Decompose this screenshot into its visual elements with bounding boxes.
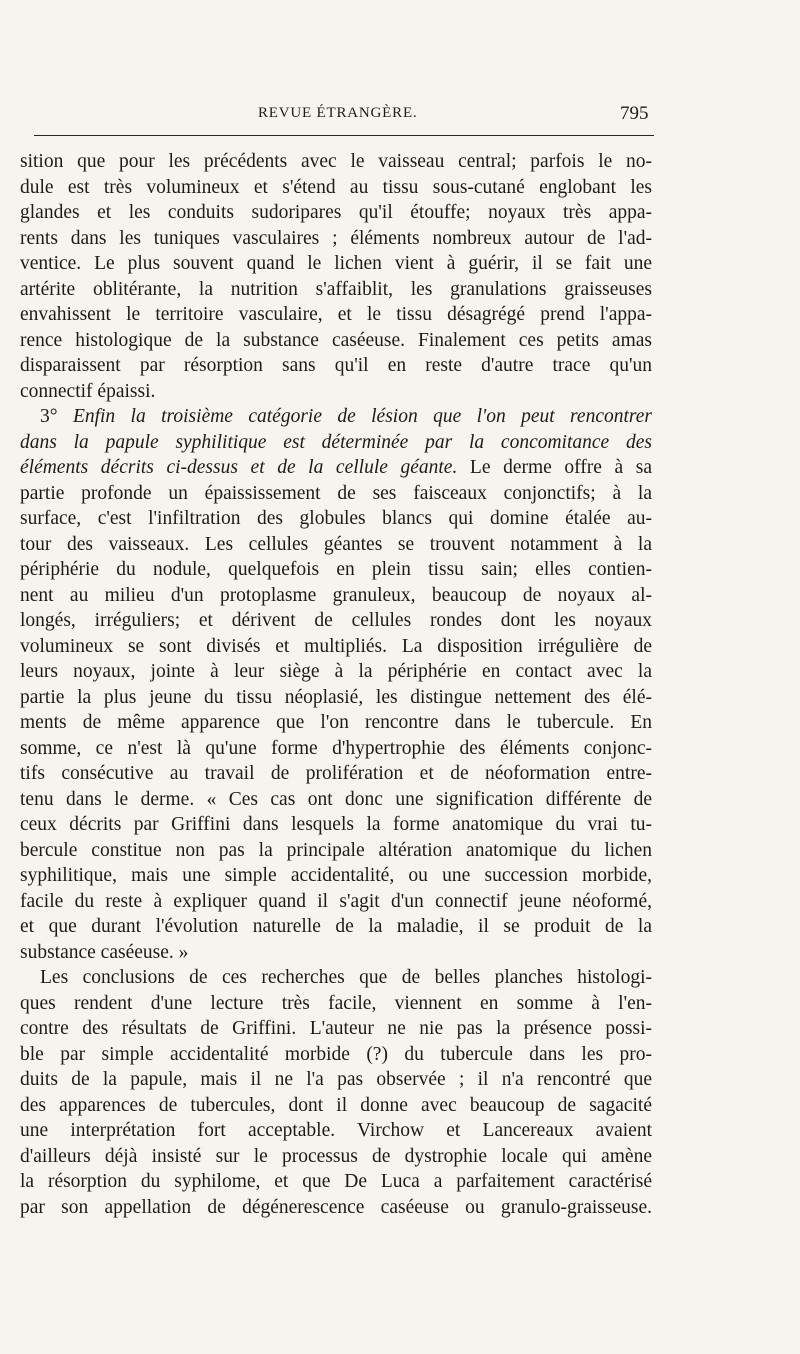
text-line: volumineux se sont divisés et multipliés. La disposition irrégulière de <box>20 635 652 657</box>
text-line: partie profonde un épaississement de ses faisceaux conjonctifs; à la <box>20 482 652 504</box>
text-line: artérite oblitérante, la nutrition s'affaiblit, les granulations graisseuses <box>20 278 652 300</box>
text-line: la résorption du syphilome, et que De Luca a parfaitement caractérisé <box>20 1171 652 1192</box>
text-line: glandes et les conduits sudoripares qu'il étouffe; noyaux très appa- <box>20 202 652 223</box>
text-line: ceux décrits par Griffini dans lesquels la forme anatomique du vrai tu- <box>20 814 652 835</box>
text-line: somme, ce n'est là qu'une forme d'hypertrophie des éléments conjonc- <box>20 737 652 759</box>
text-line: rents dans les tuniques vasculaires ; éléments nombreux autour de l'ad- <box>20 227 652 249</box>
text-line: leurs noyaux, jointe à leur siège à la périphérie en contact avec la <box>20 661 652 682</box>
text-line: des apparences de tubercules, dont il donne avec beaucoup de sagacité <box>20 1094 652 1116</box>
text-line: et que durant l'évolution naturelle de la maladie, il se produit de la <box>20 916 652 937</box>
text-line: ques rendent d'une lecture très facile, viennent en somme à l'en- <box>20 992 652 1014</box>
text-line: disparaissent par résorption sans qu'il en reste d'autre trace qu'un <box>20 355 652 376</box>
text-line: envahissent le territoire vasculaire, et le tissu désagrégé prend l'appa- <box>20 304 652 325</box>
italic-run: éléments décrits ci-dessus et de la cellule géante. <box>20 457 458 478</box>
text-line: syphilitique, mais une simple accidentalité, ou une succession morbide, <box>20 865 652 886</box>
body-text <box>20 149 652 1220</box>
text-line: tenu dans le derme. « Ces cas ont donc une signification différente de <box>20 788 652 810</box>
text-line: bercule constitue non pas la principale altération anatomique du lichen <box>20 839 652 861</box>
text-line: substance caséeuse. » <box>20 941 189 963</box>
text-line: ventice. Le plus souvent quand le lichen vient à guérir, il se fait une <box>20 253 652 274</box>
text-line: par son appellation de dégénerescence caséeuse ou granulo-graisseuse. <box>20 1196 652 1218</box>
text-line: ble par simple accidentalité morbide (?) du tubercule dans les pro- <box>20 1043 652 1065</box>
running-title: REVUE ÉTRANGÈRE. <box>258 105 418 121</box>
text-line: 3° Enfin la troisième catégorie de lésion que l'on peut rencontrer <box>40 406 652 427</box>
text-line: tifs consécutive au travail de prolifération et de néoformation entre- <box>20 763 652 784</box>
text-line: dule est très volumineux et s'étend au tissu sous-cutané englobant les <box>20 176 652 198</box>
text-line: contre des résultats de Griffini. L'auteur ne nie pas la présence possi- <box>20 1018 652 1039</box>
running-head <box>34 103 654 129</box>
text-line: éléments décrits ci-dessus et de la cellule géante. Le derme offre à sa <box>20 457 652 478</box>
text-line: périphérie du nodule, quelquefois en plein tissu sain; elles contien- <box>20 559 652 580</box>
italic-run: Enfin la troisième catégorie de lésion que l'on peut rencontrer <box>72 406 652 427</box>
text-line: ments de même apparence que l'on rencontre dans le tubercule. En <box>20 712 652 733</box>
text-line: partie la plus jeune du tissu néoplasié, les distingue nettement des élé- <box>20 686 652 708</box>
text-line: rence histologique de la substance caséeuse. Finalement ces petits amas <box>20 329 652 351</box>
text-line: nent au milieu d'un protoplasme granuleux, beaucoup de noyaux al- <box>20 584 652 606</box>
text-line: sition que pour les précédents avec le vaisseau central; parfois le no- <box>20 151 652 172</box>
text-line: tour des vaisseaux. Les cellules géantes se trouvent notamment à la <box>20 533 652 555</box>
header-rule <box>34 135 654 136</box>
text-line: surface, c'est l'infiltration des globules blancs qui domine étalée au- <box>20 508 652 529</box>
text-line: d'ailleurs déjà insisté sur le processus de dystrophie locale qui amène <box>20 1145 652 1167</box>
text-line: duits de la papule, mais il ne l'a pas observée ; il n'a rencontré que <box>20 1069 652 1090</box>
text-line <box>20 430 652 456</box>
italic-run: dans la papule syphilitique est déterminée par la concomitance des <box>20 431 652 453</box>
text-line: facile du reste à expliquer quand il s'agit d'un connectif jeune néoformé, <box>20 890 652 912</box>
page-number: 795 <box>620 103 649 124</box>
text-line: une interprétation fort acceptable. Virchow et Lancereaux avaient <box>20 1120 652 1141</box>
text-line: longés, irréguliers; et dérivent de cellules rondes dont les noyaux <box>20 610 652 631</box>
text-line: Les conclusions de ces recherches que de belles planches histologi- <box>40 967 652 988</box>
text-line: connectif épaissi. <box>20 380 156 402</box>
